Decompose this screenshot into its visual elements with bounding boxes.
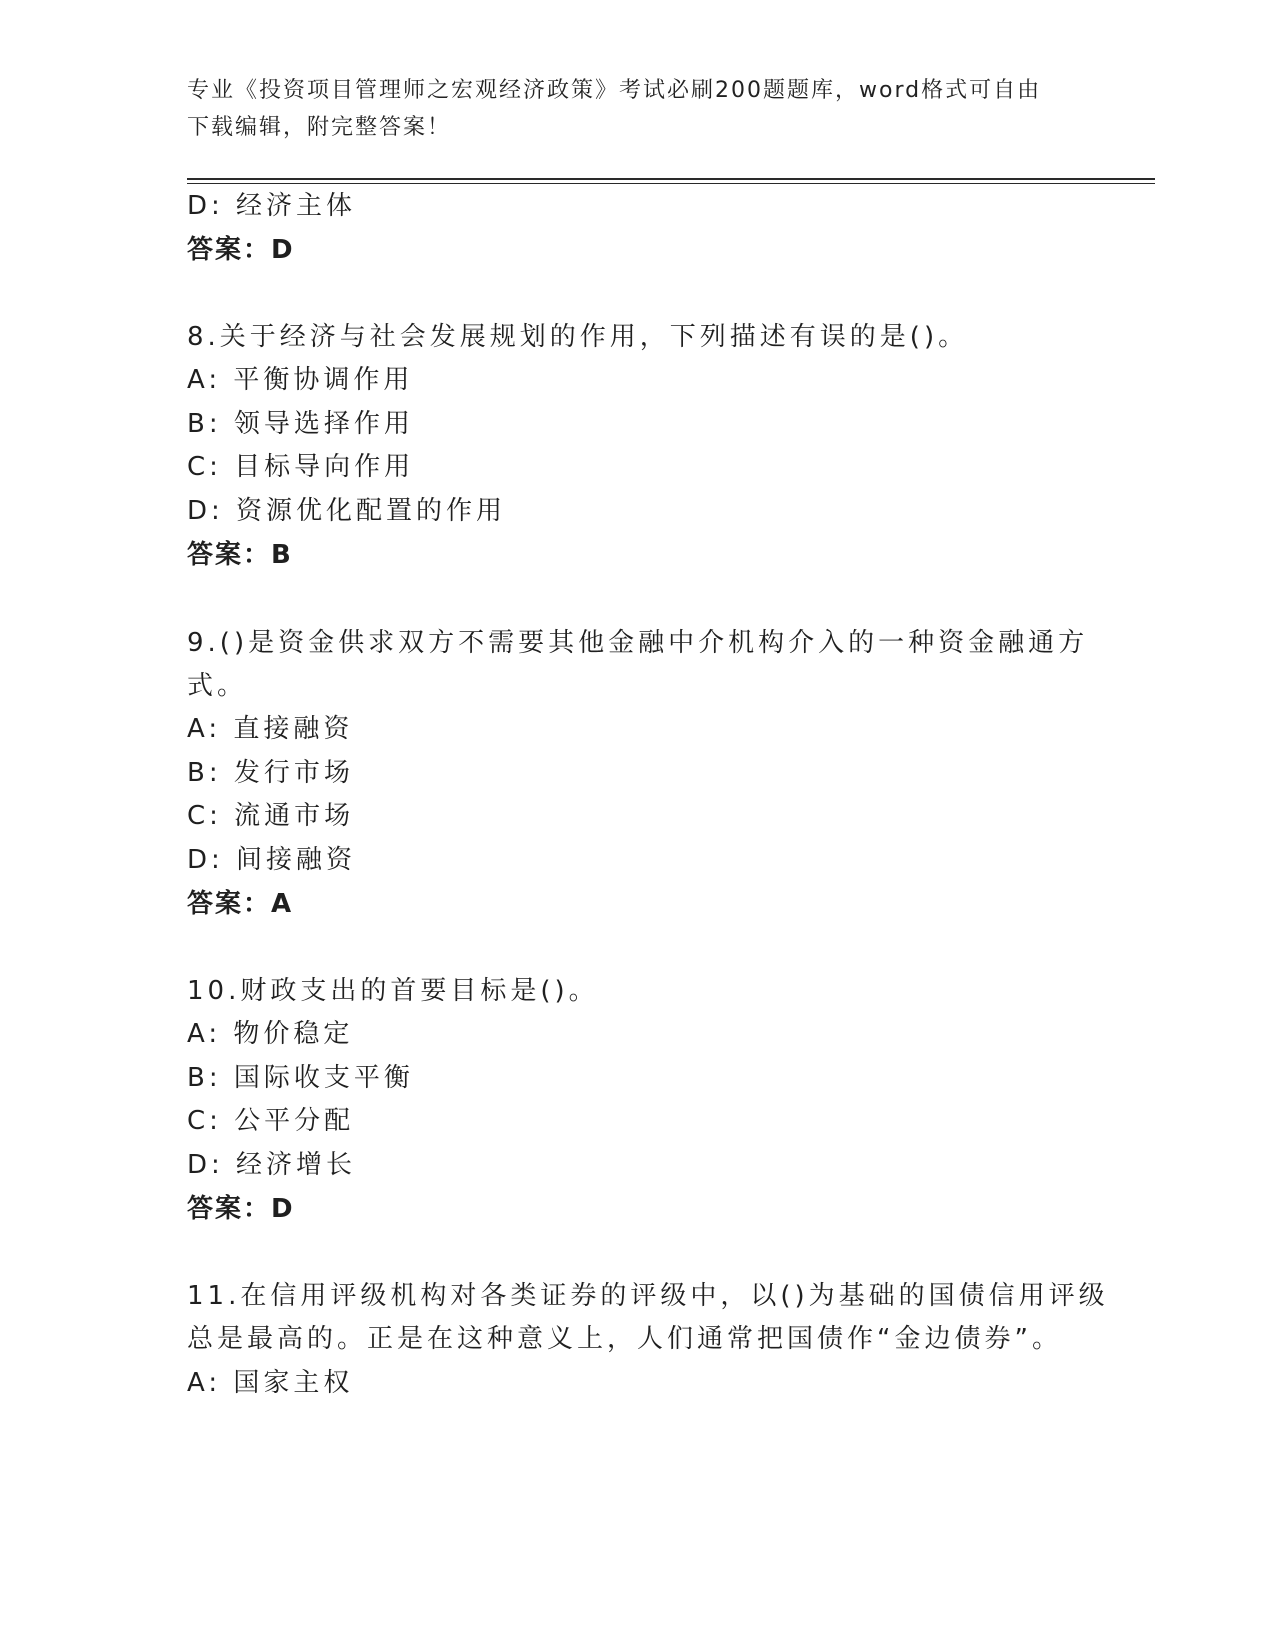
- option-c: C: 目标导向作用: [187, 452, 415, 482]
- question-stem-continued: 式。: [187, 671, 248, 701]
- option-d: D: 经济主体: [187, 191, 357, 221]
- option-b: B: 发行市场: [187, 758, 354, 788]
- option-a: A: 物价稳定: [187, 1019, 354, 1049]
- header-divider-thick: [187, 178, 1155, 180]
- option-a: A: 直接融资: [187, 714, 354, 744]
- question-stem: 9.()是资金供求双方不需要其他金融中介机构介入的一种资金融通方: [187, 628, 1089, 658]
- question-stem: 10.财政支出的首要目标是()。: [187, 976, 599, 1006]
- option-c: C: 公平分配: [187, 1106, 355, 1136]
- option-a: A: 国家主权: [187, 1368, 354, 1398]
- option-c: C: 流通市场: [187, 801, 355, 831]
- option-d: D: 间接融资: [187, 845, 357, 875]
- header-line-1: 专业《投资项目管理师之宏观经济政策》考试必刷200题题库，word格式可自由: [187, 78, 1042, 103]
- question-stem: 8.关于经济与社会发展规划的作用，下列描述有误的是()。: [187, 322, 969, 352]
- question-stem: 11.在信用评级机构对各类证券的评级中，以()为基础的国债信用评级: [187, 1281, 1109, 1311]
- header-line-2: 下载编辑，附完整答案！: [187, 115, 452, 140]
- answer-line: 答案：D: [187, 1194, 295, 1224]
- answer-line: 答案：D: [187, 235, 295, 265]
- answer-line: 答案：A: [187, 889, 294, 919]
- document-header: [187, 72, 1067, 146]
- option-d: D: 经济增长: [187, 1150, 357, 1180]
- answer-line: 答案：B: [187, 540, 293, 570]
- question-stem-continued: 总是最高的。正是在这种意义上，人们通常把国债作“金边债券”。: [187, 1324, 1062, 1354]
- option-d: D: 资源优化配置的作用: [187, 496, 507, 526]
- option-b: B: 领导选择作用: [187, 409, 414, 439]
- option-a: A: 平衡协调作用: [187, 365, 414, 395]
- header-divider-thin: [187, 183, 1155, 184]
- option-b: B: 国际收支平衡: [187, 1063, 414, 1093]
